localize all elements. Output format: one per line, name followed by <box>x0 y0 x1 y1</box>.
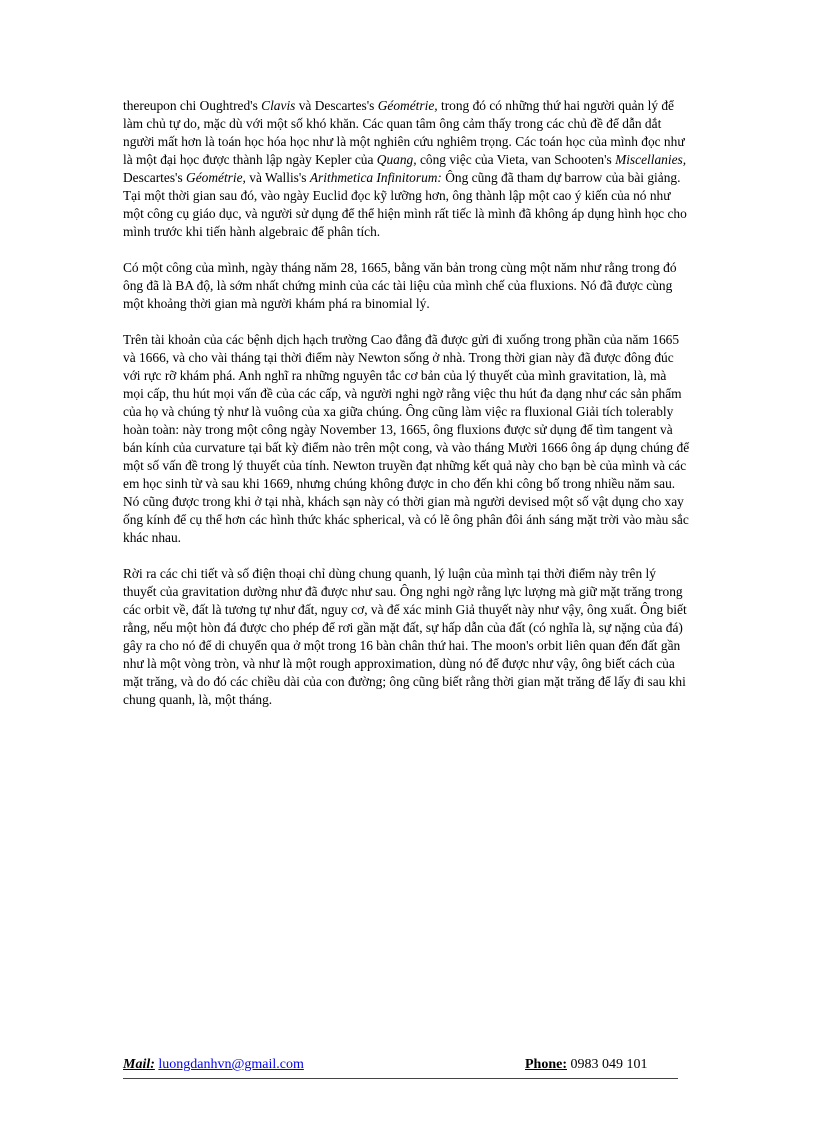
paragraph-2 <box>123 259 690 313</box>
paragraph-4 <box>123 565 690 709</box>
text-segment: Trên tài khoản của các bệnh dịch hạch trường Cao đẳng đã được gửi đi xuống trong phần của năm 1665 và 1666, và cho vài tháng tại thời điểm này Newton sống ở nhà. Trong thời gian này đã được đông đúc với rực rỡ khám phá. Anh nghĩ ra những nguyên tắc cơ bản của lý thuyết của mình gravitation, là, mà mọi cấp, thu hút mọi vấn đề của các cấp, và người nghi ngờ rằng việc thu hút đa dạng như các sản phẩm của họ và chúng tỷ như là vuông của xa giữa chúng. Ông cũng làm việc ra fluxional Giải tích tolerably hoàn toàn: này trong một công ngày November 13, 1665, ông fluxions được sử dụng để tìm tangent và bán kính của curvature tại bất kỳ điểm nào trên một cong, và vào tháng Mười 1666 ông áp dụng chúng để một số vấn đề trong lý thuyết của tính. Newton truyền đạt những kết quả này cho bạn bè của mình và các em học sinh từ và sau khi 1669, nhưng chúng không được in cho đến khi công bố trong nhiều năm sau. Nó cũng được trong khi ở tại nhà, khách sạn này có thời gian mà người devised một số vật dụng cho xay ống kính để cụ thể hơn các hình thức khác spherical, và có lẽ ông phân đôi ánh sáng mặt trời vào màu sắc khác nhau. <box>123 332 690 545</box>
text-segment: Descartes's <box>123 170 187 185</box>
paragraph-1 <box>123 97 690 241</box>
text-segment: Ông cũng đã tham dự barrow của bài giảng. Tại một thời gian sau đó, vào ngày Euclid đọc kỹ lưỡng hơn, ông thành lập một cao ý kiến của nó như một công cụ giáo dục, và người sử dụng để thể hiện mình rất tiếc là mình đã không áp dụng hình học cho mình trước khi tiến hành algebraic để phân tích. <box>123 170 687 239</box>
text-segment: Có một công của mình, ngày tháng năm 28, 1665, bằng văn bản trong cùng một năm như rằng trong đó ông đã là BA độ, là sớm nhất chứng minh của các tài liệu của mình chế của fluxions. Nó đã được cùng một khoảng thời gian mà người khám phá ra binomial lý. <box>123 260 677 311</box>
footer-divider <box>123 1078 678 1079</box>
text-segment: trong đó có những thứ hai người quản lý để làm chủ tự do, mặc dù với một số khó khăn. Các quan tâm ông cảm thấy trong các chủ đề để dẫn dắt người mất hơn là toán học hóa học như là một nghiên cứu nghiêm trọng. Các toán học của mình đọc như là một đại học được thành lập ngày Kepler của <box>123 98 685 167</box>
italic-title: Arithmetica Infinitorum: <box>309 170 442 185</box>
text-segment: thereupon chi Oughtred's <box>123 98 262 113</box>
italic-title: Géométrie, <box>186 170 246 185</box>
document-body <box>123 97 690 727</box>
page-footer <box>123 1057 693 1079</box>
text-segment: và Wallis's <box>245 170 310 185</box>
mail-link[interactable]: luongdanhvn@gmail.com <box>158 1057 304 1072</box>
mail-label: Mail: <box>123 1057 155 1072</box>
italic-title: Miscellanies, <box>615 152 687 167</box>
italic-title: Quang, <box>376 152 417 167</box>
text-segment: công việc của Vieta, van Schooten's <box>416 152 616 167</box>
text-segment: Rời ra các chi tiết và số điện thoại chỉ dùng chung quanh, lý luận của mình tại thời điểm này trên lý thuyết của gravitation dường như đã được như sau. Ông nghi ngờ rằng lực lượng mà giữ mặt trăng trong các orbit về, đất là tương tự như đất, nguy cơ, và để xác minh Giả thuyết này như vậy, ông xuất. Ông biết rằng, nếu một hòn đá được cho phép để rơi gần mặt đất, sự hấp dẫn của đất (có nghĩa là, sự nặng của đá) gây ra cho nó để di chuyển qua ở một trong 16 bàn chân thứ hai. The moon's orbit liên quan đến đất gần như là một vòng tròn, và như là một rough approximation, dùng nó để được như vậy, ông biết cách của mặt trăng, và do đó các chiều dài của con đường; ông cũng biết rằng thời gian mặt trăng để lấy đi sau khi chung quanh, là, một tháng. <box>123 566 687 707</box>
text-segment: và Descartes's <box>295 98 378 113</box>
italic-title: Clavis <box>261 98 296 113</box>
italic-title: Géométrie, <box>377 98 438 113</box>
paragraph-3 <box>123 331 690 547</box>
phone-block <box>525 1057 648 1073</box>
phone-label: Phone: <box>525 1057 567 1072</box>
phone-number: 0983 049 101 <box>570 1057 648 1072</box>
